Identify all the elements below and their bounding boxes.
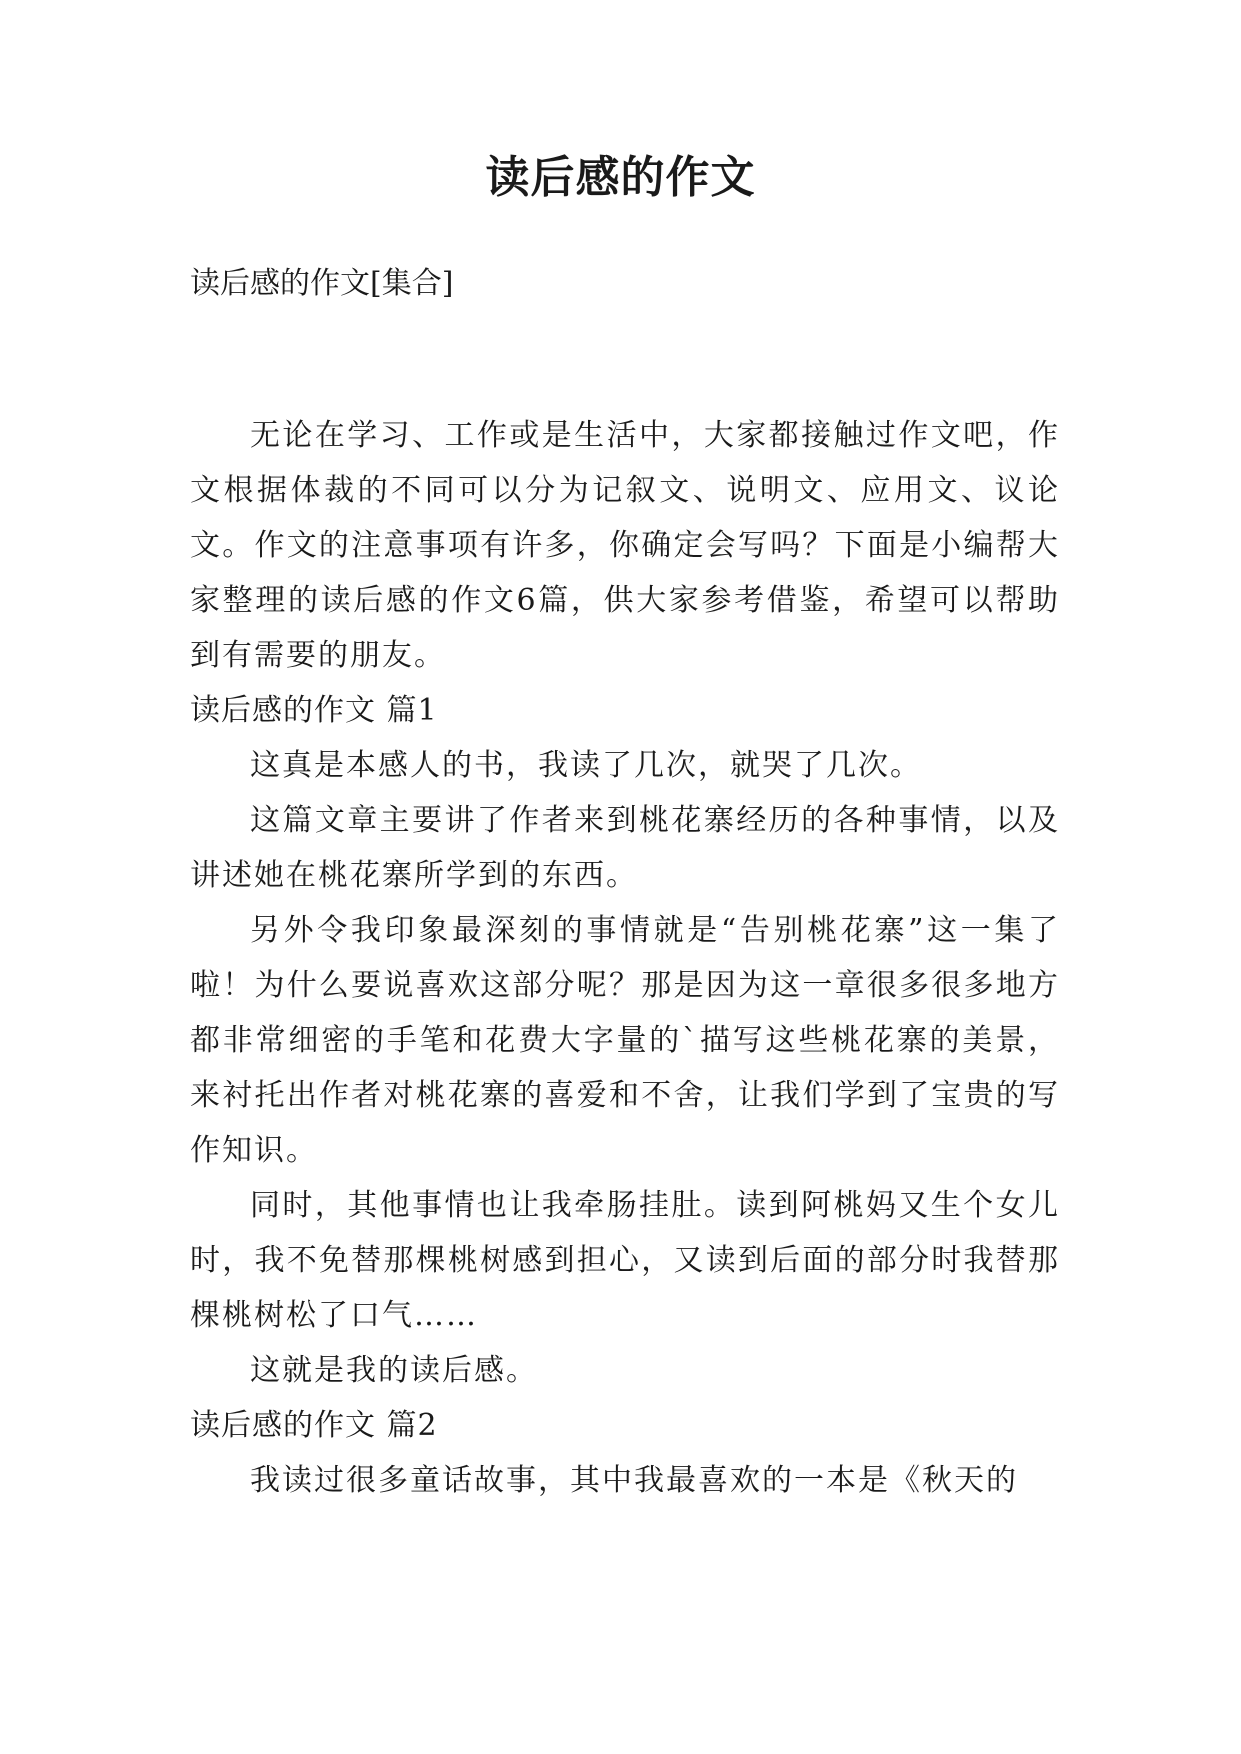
document-title: 读后感的作文 [485, 152, 756, 203]
paragraph: 这篇文章主要讲了作者来到桃花寨经历的各种事情，以及讲述她在桃花寨所学到的东西。 [190, 803, 1060, 893]
paragraph: 同时，其他事情也让我牵肠挂肚。读到阿桃妈又生个女儿时，我不免替那棵桃树感到担心，又读到后面的部分时我替那棵桃树松了口气…… [190, 1188, 1060, 1333]
paragraph: 这就是我的读后感。 [250, 1353, 538, 1388]
paragraph: 另外令我印象最深刻的事情就是“告别桃花寨”这一集了啦！为什么要说喜欢这部分呢？那是因为这一章很多很多地方都非常细密的手笔和花费大字量的`描写这些桃花寨的美景，来衬托出作者对桃花寨的喜爱和不舍，让我们学到了宝贵的写作知识。 [190, 913, 1060, 1168]
intro-paragraph: 无论在学习、工作或是生活中，大家都接触过作文吧，作文根据体裁的不同可以分为记叙文、说明文、应用文、议论文。作文的注意事项有许多，你确定会写吗？下面是小编帮大家整理的读后感的作文6篇，供大家参考借鉴，希望可以帮助到有需要的朋友。 [190, 418, 1060, 673]
document-body [190, 408, 1060, 1508]
document-subtitle: 读后感的作文[集合] [190, 266, 454, 301]
section-heading-2: 读后感的作文 篇2 [190, 1408, 438, 1443]
paragraph: 我读过很多童话故事，其中我最喜欢的一本是《秋天的 [250, 1463, 1018, 1498]
section-heading-1: 读后感的作文 篇1 [190, 693, 438, 728]
paragraph: 这真是本感人的书，我读了几次，就哭了几次。 [250, 748, 922, 783]
